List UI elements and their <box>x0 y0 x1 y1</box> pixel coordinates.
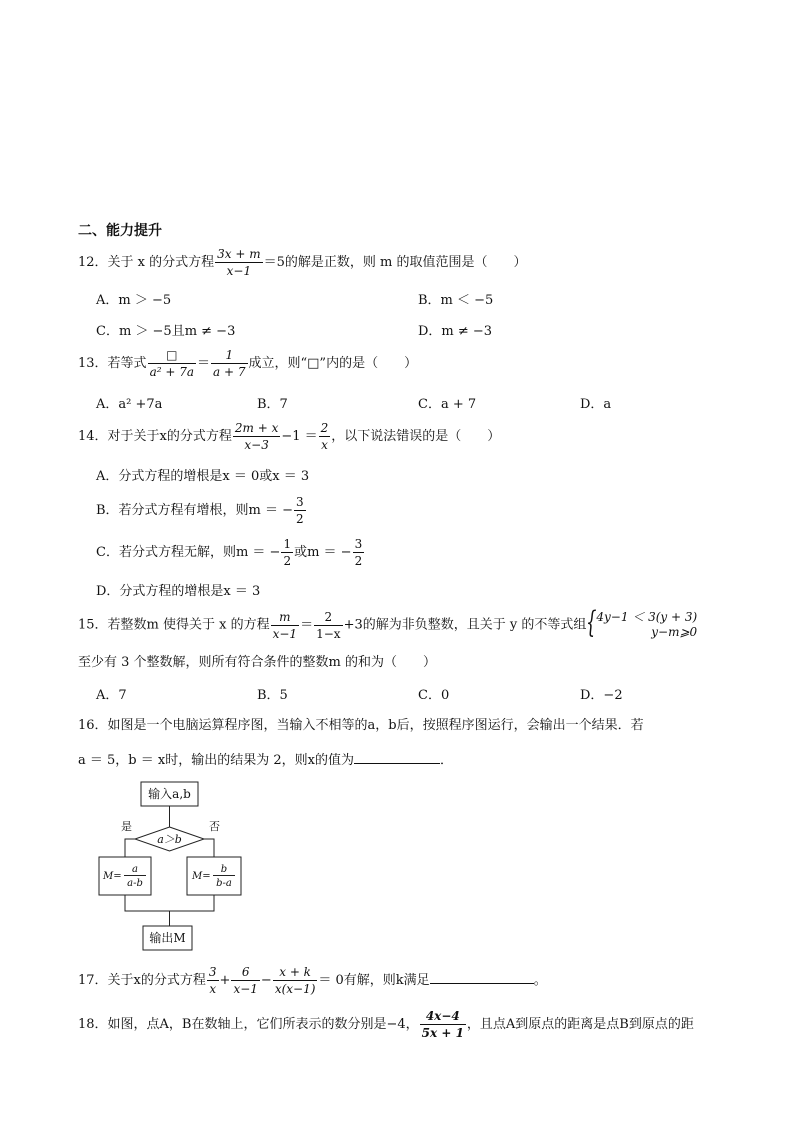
fraction-numerator: 6 <box>241 965 250 979</box>
fraction <box>207 966 219 995</box>
fraction-denominator: x−1 <box>272 626 298 641</box>
fraction-denominator: x−3 <box>233 436 280 451</box>
question-text: a ＝ 5，b ＝ x时，输出的结果为 2，则x的值为 <box>78 753 354 768</box>
fraction-denominator: 2 <box>283 554 292 568</box>
equals-sign: ＝ <box>197 356 211 371</box>
minus-sign: − <box>260 973 272 988</box>
flow-right-denominator: b-a <box>216 878 232 889</box>
option-a: A．分式方程的增根是x ＝ 0或x ＝ 3 <box>96 469 310 484</box>
question-12 <box>78 248 527 277</box>
question-text: 成立，则“□”内的是（ ） <box>248 356 418 371</box>
fraction-denominator: x−1 <box>233 982 258 996</box>
question-text: 对于关于x的分式方程 <box>107 429 232 444</box>
answer-blank[interactable] <box>354 751 440 764</box>
option-a: A．a² +7a <box>96 397 163 412</box>
question-13 <box>78 349 417 378</box>
fraction-denominator: x <box>319 436 331 451</box>
question-number: 18． <box>78 1017 108 1032</box>
section-title: 二、能力提升 <box>78 223 162 239</box>
fraction-numerator: 2 <box>324 609 333 624</box>
fraction-numerator: 1 <box>225 348 234 362</box>
question-text: 若等式 <box>107 356 147 371</box>
inequality-row: y−m⩾0 <box>651 625 698 639</box>
question-number: 12． <box>78 255 108 270</box>
math-text: −1 ＝ <box>281 429 318 444</box>
question-15 <box>78 605 698 641</box>
question-number: 14． <box>78 429 108 444</box>
fraction <box>231 966 259 995</box>
fraction <box>420 1010 466 1039</box>
fraction <box>215 248 262 277</box>
flow-condition-label: a＞b <box>157 833 182 846</box>
flow-yes-label: 是 <box>121 820 132 833</box>
question-text: ＝5的解是正数，则 m 的取值范围是（ ） <box>263 255 527 270</box>
flow-output-label: 输出M <box>149 931 186 945</box>
flow-left-denominator: a-b <box>127 878 143 889</box>
question-14 <box>78 422 500 451</box>
option-d: D．a <box>580 397 612 412</box>
fraction <box>319 422 331 451</box>
fraction-numerator: 3 <box>354 537 363 551</box>
fraction <box>148 349 196 378</box>
question-text: 如图，点A，B在数轴上，它们所表示的数分别是−4， <box>107 1017 419 1032</box>
flow-right-prefix: M= <box>192 871 211 882</box>
flow-connector <box>125 839 135 857</box>
question-text: ，以下说法错误的是（ ） <box>331 429 501 444</box>
question-text: +3的解为非负整数，且关于 y 的不等式组 <box>343 617 587 633</box>
option-c: C．0 <box>418 688 450 703</box>
fraction-numerator: x + k <box>279 965 311 979</box>
question-text: 如图是一个电脑运算程序图，当输入不相等的a，b后，按照程序图运行，会输出一个结果．若 <box>107 718 644 733</box>
fraction <box>211 349 247 378</box>
fraction-numerator: 3 <box>208 965 217 979</box>
flow-left-prefix: M= <box>103 871 122 882</box>
fraction-denominator: a + 7 <box>213 365 246 379</box>
question-text: ，且点A到原点的距离是点B到原点的距 <box>466 1017 694 1032</box>
question-text-line2: 至少有 3 个整数解，则所有符合条件的整数m 的和为（ ） <box>78 655 436 670</box>
fraction-denominator: 2 <box>296 512 304 526</box>
equals-sign: ＝ <box>300 617 314 633</box>
option-text: B．若分式方程有增根，则m ＝ − <box>96 503 294 518</box>
option-d: D．分式方程的增根是x ＝ 3 <box>96 584 261 599</box>
question-text: 若整数m 使得关于 x 的方程 <box>107 617 270 633</box>
inequality-row: 4y−1 ＜ 3(y + 3) <box>596 610 698 624</box>
fraction-numerator: 3x + m <box>217 247 261 261</box>
option-text: 或m ＝ − <box>294 545 352 560</box>
flow-right-numerator: b <box>220 864 228 875</box>
option-text: C．若分式方程无解，则m ＝ − <box>96 545 281 560</box>
flow-connector <box>204 839 214 857</box>
option-c: C．m ＞ −5且m ≠ −3 <box>96 324 236 339</box>
fraction-numerator: 2 <box>320 421 329 435</box>
question-text: 关于 x 的分式方程 <box>107 255 215 270</box>
fraction <box>314 611 342 640</box>
fraction <box>281 538 293 567</box>
fraction <box>294 496 306 525</box>
punctuation: ． <box>439 753 453 768</box>
question-18 <box>78 1010 694 1039</box>
flow-input-label: 输入a,b <box>148 787 191 801</box>
option-d: D．−2 <box>580 688 623 703</box>
fraction <box>233 422 280 451</box>
fraction <box>273 966 318 995</box>
answer-blank[interactable] <box>430 971 534 984</box>
fraction-denominator: x(x−1) <box>274 982 316 996</box>
question-number: 17． <box>78 973 108 988</box>
fraction <box>271 611 299 640</box>
option-b: B．m ＜ −5 <box>418 293 494 308</box>
fraction-numerator: m <box>279 609 291 624</box>
brace-icon: { <box>586 605 597 640</box>
option-b <box>96 496 307 525</box>
question-text: ＝ 0有解，则k满足 <box>318 973 430 988</box>
fraction-denominator: x−1 <box>215 262 262 277</box>
fraction <box>353 538 365 567</box>
option-b: B．5 <box>257 688 288 703</box>
fraction-denominator: a² + 7a <box>149 365 194 379</box>
flow-connector <box>125 895 214 911</box>
flow-left-numerator: a <box>132 864 138 875</box>
question-16 <box>78 719 644 732</box>
option-a: A．7 <box>96 688 127 703</box>
fraction-denominator: x <box>207 980 219 995</box>
flowchart <box>90 776 260 956</box>
question-17 <box>78 966 547 995</box>
option-b: B．7 <box>257 397 288 412</box>
question-number: 16． <box>78 718 108 733</box>
question-number: 13． <box>78 356 108 371</box>
fraction-numerator: 2m + x <box>234 421 279 435</box>
option-c: C．a + 7 <box>418 397 477 412</box>
question-number: 15． <box>78 617 108 633</box>
fraction-numerator: 3 <box>296 495 304 509</box>
option-d: D．m ≠ −3 <box>418 324 493 339</box>
fraction-numerator: 4x−4 <box>425 1009 460 1023</box>
plus-sign: + <box>219 973 231 988</box>
option-a: A．m ＞ −5 <box>96 293 172 308</box>
punctuation: 。 <box>533 973 547 988</box>
option-c <box>96 538 365 567</box>
fraction-denominator: 2 <box>354 554 363 568</box>
fraction-denominator: 1−x <box>316 626 341 641</box>
fraction-denominator: 5x + 1 <box>421 1026 464 1040</box>
inequality-system <box>586 605 698 640</box>
fraction-numerator: 1 <box>283 537 292 551</box>
fraction-numerator: □ <box>166 348 178 362</box>
question-16-line2 <box>78 751 453 767</box>
flow-no-label: 否 <box>209 820 220 833</box>
question-text: 关于x的分式方程 <box>107 973 206 988</box>
